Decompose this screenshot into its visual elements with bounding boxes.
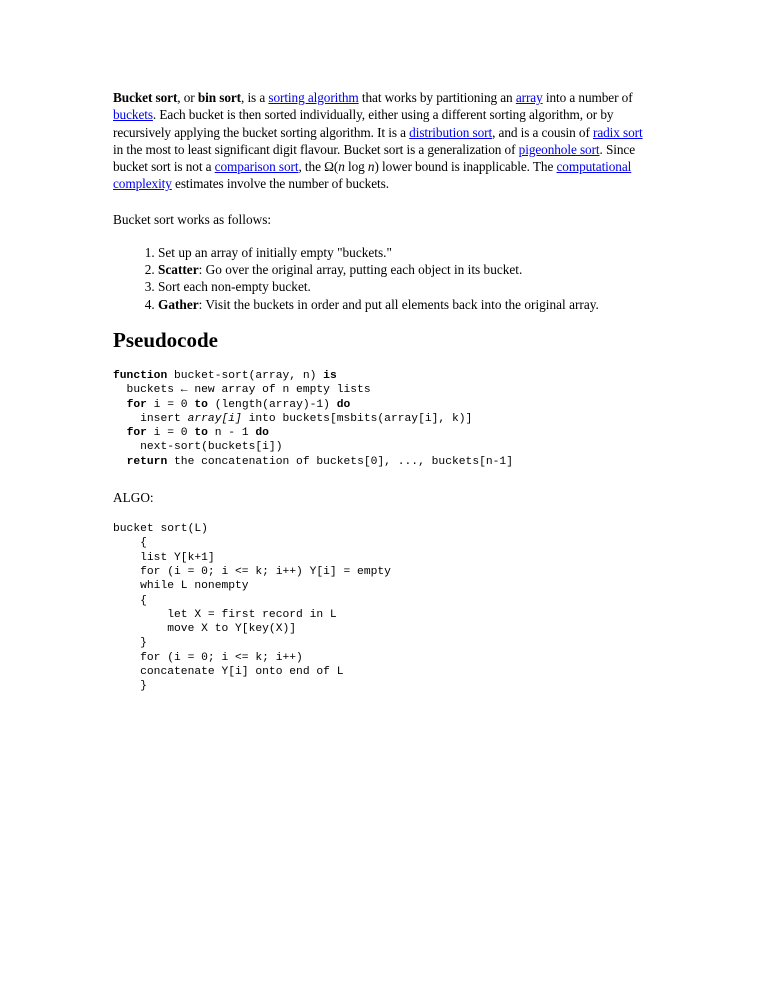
code-keyword: to — [194, 427, 208, 440]
intro-text: , the Ω( — [298, 159, 339, 175]
code-keyword: return — [126, 455, 168, 468]
intro-text: . Since bucket sort is not a — [113, 141, 636, 175]
code-keyword: do — [336, 398, 351, 411]
code-indent — [113, 456, 127, 468]
code-text: i = 0 — [146, 398, 195, 411]
step-text: : Go over the original array, putting each object in its bucket. — [198, 262, 523, 278]
step-term: Gather — [158, 296, 199, 312]
math-n: n — [367, 159, 375, 175]
works-as-follows-text: Bucket sort works as follows: — [113, 211, 272, 227]
link-sorting-algorithm[interactable]: sorting algorithm — [268, 90, 359, 105]
step-text: Sort each non-empty bucket. — [158, 279, 311, 295]
algo-code-block: bucket sort(L) { list Y[k+1] for (i = 0; i <= k; i++) Y[i] = empty while L nonempty { let X = first record in L move X to Y[key(X)] } for (i = 0; i <= k; i++) concatenate Y[i] onto end of L } — [113, 523, 391, 693]
step-text: Set up an array of initially empty "buckets." — [158, 244, 392, 260]
link-pigeonhole-sort[interactable]: pigeonhole sort — [518, 141, 600, 157]
step-item — [158, 244, 653, 261]
intro-text: , and is a cousin of — [492, 124, 593, 140]
intro-text: into a number of — [542, 90, 633, 105]
intro-text: ) lower bound is inapplicable. The — [374, 159, 557, 175]
code-keyword: for — [126, 427, 147, 440]
step-text: : Visit the buckets in order and put all elements back into the original array. — [198, 296, 599, 312]
code-keyword: to — [194, 398, 208, 411]
code-text: into buckets[msbits(array[i], k)] — [241, 412, 473, 425]
intro-text: in the most to least significant digit flavour. Bucket sort is a generalization of — [113, 141, 519, 157]
step-item — [158, 296, 653, 313]
code-indent — [113, 399, 127, 411]
pseudocode-heading: Pseudocode — [113, 327, 218, 352]
step-item — [158, 261, 653, 278]
algo-label: ALGO: — [113, 490, 154, 506]
code-indent — [113, 427, 127, 439]
steps-list — [113, 244, 653, 313]
code-text: i = 0 — [146, 427, 195, 440]
code-text: insert — [113, 412, 188, 425]
intro-text: that works by partitioning an — [358, 90, 516, 105]
code-keyword: is — [323, 369, 337, 382]
code-keyword: function — [113, 369, 168, 382]
document-page — [113, 89, 653, 694]
code-text: buckets ← new array of n empty lists — [113, 384, 371, 397]
code-text: next-sort(buckets[i]) — [113, 441, 283, 454]
code-text: (length(array)-1) — [207, 398, 337, 411]
code-keyword: for — [126, 398, 147, 411]
code-variable: array[i] — [187, 412, 242, 425]
step-item — [158, 278, 653, 295]
intro-text: log — [344, 159, 368, 175]
intro-text: , is a — [241, 90, 269, 105]
step-term: Scatter — [158, 262, 199, 278]
intro-paragraph — [113, 89, 653, 193]
link-radix-sort[interactable]: radix sort — [593, 124, 643, 140]
link-distribution-sort[interactable]: distribution sort — [409, 124, 493, 140]
code-text: the concatenation of buckets[0], ..., buckets[n-1] — [167, 455, 513, 468]
term-bin-sort: bin sort — [197, 90, 242, 105]
intro-text: . Each bucket is then sorted individually, either using a different sorting algorithm, or by recursively applying the bucket sorting algorithm. It is a — [113, 107, 614, 140]
link-array[interactable]: array — [515, 90, 543, 105]
code-text: n - 1 — [207, 427, 256, 440]
term-bucket-sort: Bucket sort — [113, 90, 178, 105]
intro-text: , or — [177, 90, 198, 105]
intro-text: estimates involve the number of buckets. — [171, 176, 389, 192]
math-n: n — [338, 159, 345, 175]
code-keyword: do — [255, 427, 269, 440]
link-computational-complexity[interactable]: computational complexity — [113, 159, 632, 192]
pseudocode-block — [113, 369, 653, 469]
code-text: bucket-sort(array, n) — [167, 369, 324, 382]
link-comparison-sort[interactable]: comparison sort — [214, 159, 299, 175]
link-buckets[interactable]: buckets — [113, 107, 153, 123]
